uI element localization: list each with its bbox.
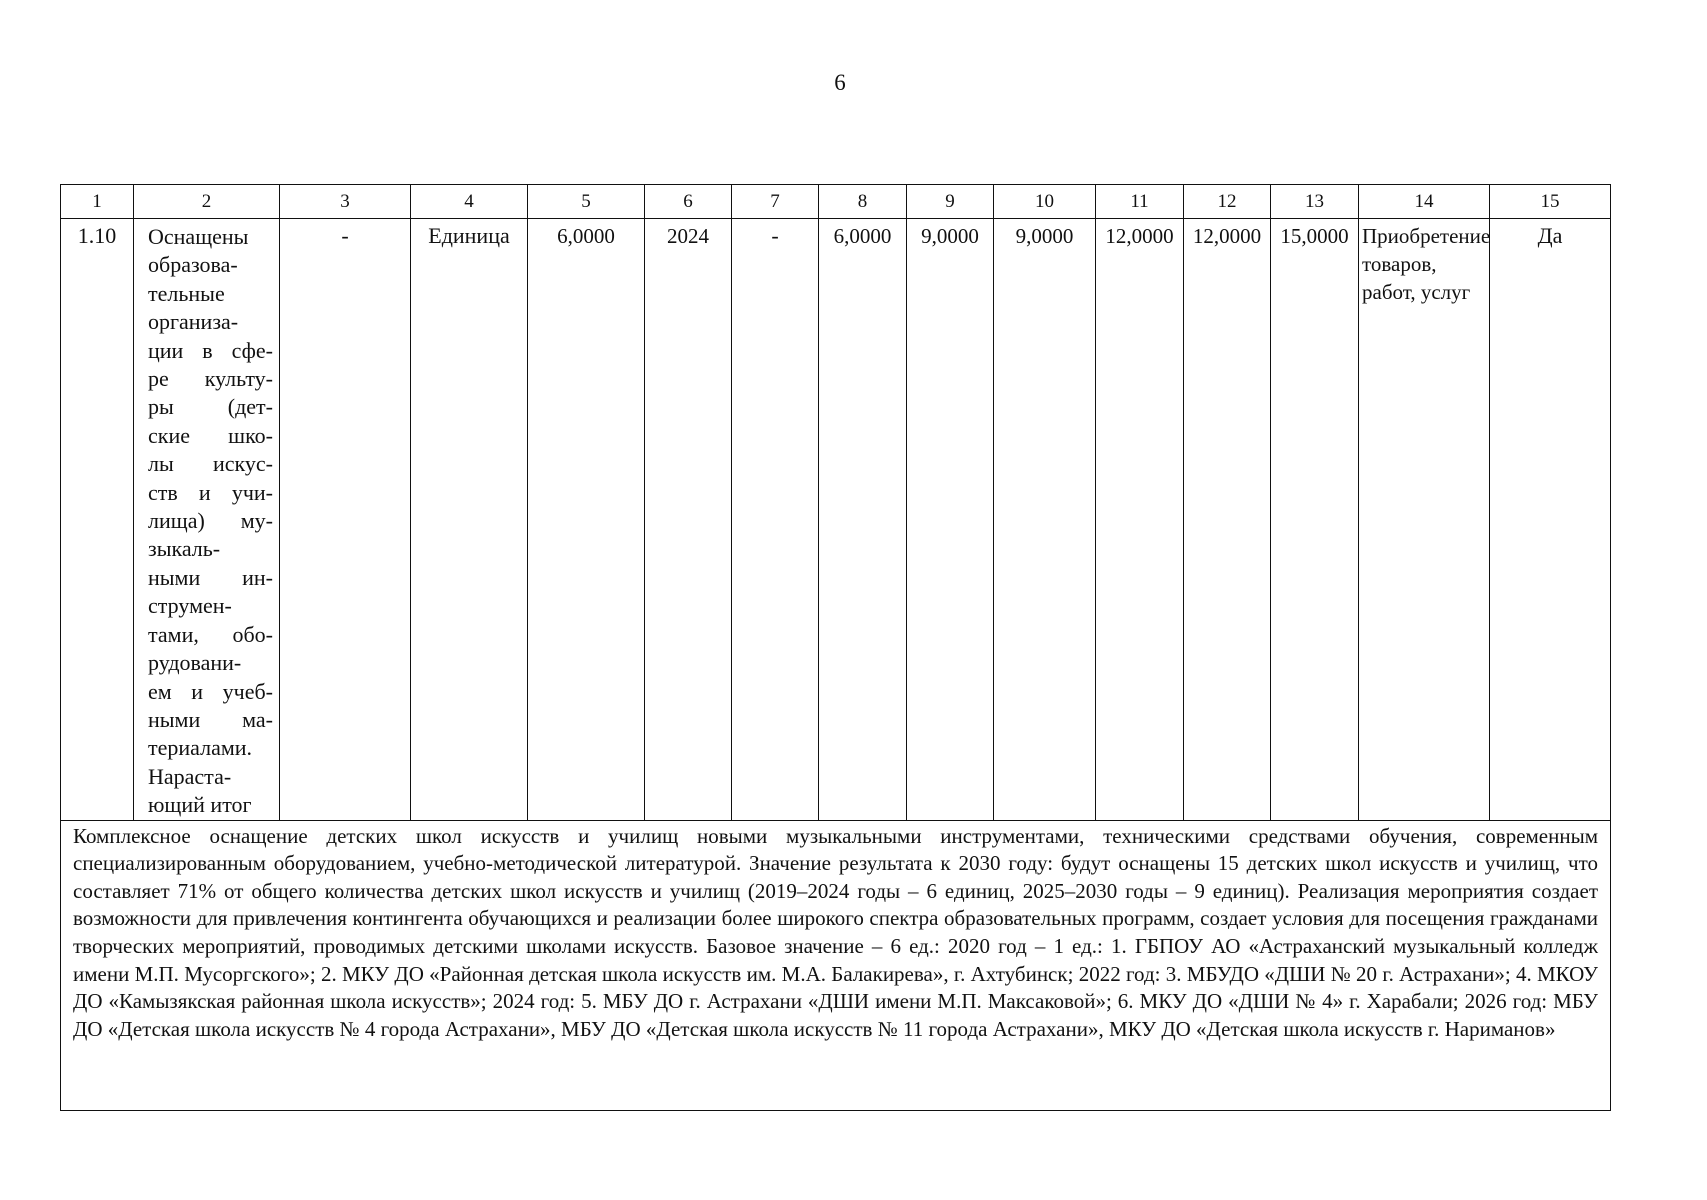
value-cell-col13: 15,0000: [1271, 219, 1359, 821]
description-row: [61, 820, 1611, 1110]
cell-col7: -: [732, 219, 819, 821]
unit-cell: Единица: [411, 219, 528, 821]
result-name-line: ские шко-: [148, 422, 273, 448]
column-number-row: [61, 185, 1611, 219]
value-cell-col11: 12,0000: [1096, 219, 1184, 821]
page-number: 6: [834, 70, 846, 95]
result-name-line: ющий итог: [148, 792, 252, 818]
result-name-line: организа-: [148, 309, 239, 335]
column-number: 14: [1359, 185, 1490, 219]
value-cell-col12: 12,0000: [1184, 219, 1271, 821]
column-number: 9: [907, 185, 994, 219]
result-name-line: тельные: [148, 280, 225, 306]
column-number: 6: [645, 185, 732, 219]
result-name-line: териалами.: [148, 735, 253, 761]
result-description: Комплексное оснащение детских школ искусств и училищ новыми музыкальными инструментами, техническими средствами обучения, современным специализированным оборудованием, учебно-методической литературой. Значение результата к 2030 году: будут оснащены 15 детских школ искусств и училищ, что составляет 71% от общего количества детских школ искусств и училищ (2019–2024 годы – 6 единиц, 2025–2030 годы – 9 единиц). Реализация мероприятия создает возможности для привлечения контингента обучающихся и реализации более широкого спектра образовательных программ, создает условия для посещения гражданами творческих мероприятий, проводимых детскими школами искусств. Базовое значение – 6 ед.: 2020 год – 1 ед.: 1. ГБПОУ АО «Астраханский музыкальный колледж имени М.П. Мусоргского»; 2. МКУ ДО «Районная детская школа искусств им. М.А. Балакирева», г. Ахтубинск; 2022 год: 3. МБУДО «ДШИ № 20 г. Астрахани»; 4. МКОУ ДО «Камызякская районная школа искусств»; 2024 год: 5. МБУ ДО г. Астрахани «ДШИ имени М.П. Максаковой»; 6. МКУ ДО «ДШИ № 4» г. Харабали; 2026 год: МБУ ДО «Детская школа искусств № 4 города Астрахани», МБУ ДО «Детская школа искусств № 11 города Астрахани», МКУ ДО «Детская школа искусств г. Нариманов»: [61, 820, 1611, 1110]
table-row: [61, 219, 1611, 821]
row-number: 1.10: [61, 219, 134, 821]
base-year-cell: 2024: [645, 219, 732, 821]
value-cell-col10: 9,0000: [994, 219, 1096, 821]
column-number: 8: [819, 185, 907, 219]
flag-cell: Да: [1490, 219, 1611, 821]
column-number: 15: [1490, 185, 1611, 219]
result-name-line: зыкаль-: [148, 536, 221, 562]
result-name-line: ными ин-: [148, 564, 273, 590]
result-name-line: ре культу-: [148, 366, 273, 392]
value-cell-col9: 9,0000: [907, 219, 994, 821]
column-number: 2: [134, 185, 280, 219]
result-name-line: тами, обо-: [148, 621, 273, 647]
column-number: 4: [411, 185, 528, 219]
result-name-line: ными ма-: [148, 706, 273, 732]
result-name-line: Оснащены: [148, 224, 249, 249]
result-name-line: лы искус-: [148, 451, 273, 477]
value-cell-col8: 6,0000: [819, 219, 907, 821]
column-number: 5: [528, 185, 645, 219]
column-number: 10: [994, 185, 1096, 219]
result-name-line: рудовани-: [148, 650, 242, 676]
results-table: [60, 184, 1611, 1111]
result-name-line: лища) му-: [148, 508, 273, 534]
result-name-line: образова-: [148, 252, 238, 278]
column-number: 13: [1271, 185, 1359, 219]
column-number: 3: [280, 185, 411, 219]
column-number: 7: [732, 185, 819, 219]
cell-col3: -: [280, 219, 411, 821]
result-name-line: ств и учи-: [148, 479, 273, 505]
column-number: 1: [61, 185, 134, 219]
result-name-line: ем и учеб-: [148, 678, 273, 704]
result-name-line: ции в сфе-: [148, 337, 273, 363]
result-name-line: ры (дет-: [148, 394, 273, 420]
result-type-cell: Приобретение товаров, работ, услуг: [1359, 219, 1490, 821]
base-value-cell: 6,0000: [528, 219, 645, 821]
result-name: [134, 219, 280, 821]
result-name-line: Нараста-: [148, 763, 232, 789]
column-number: 11: [1096, 185, 1184, 219]
column-number: 12: [1184, 185, 1271, 219]
result-name-line: струмен-: [148, 593, 232, 619]
